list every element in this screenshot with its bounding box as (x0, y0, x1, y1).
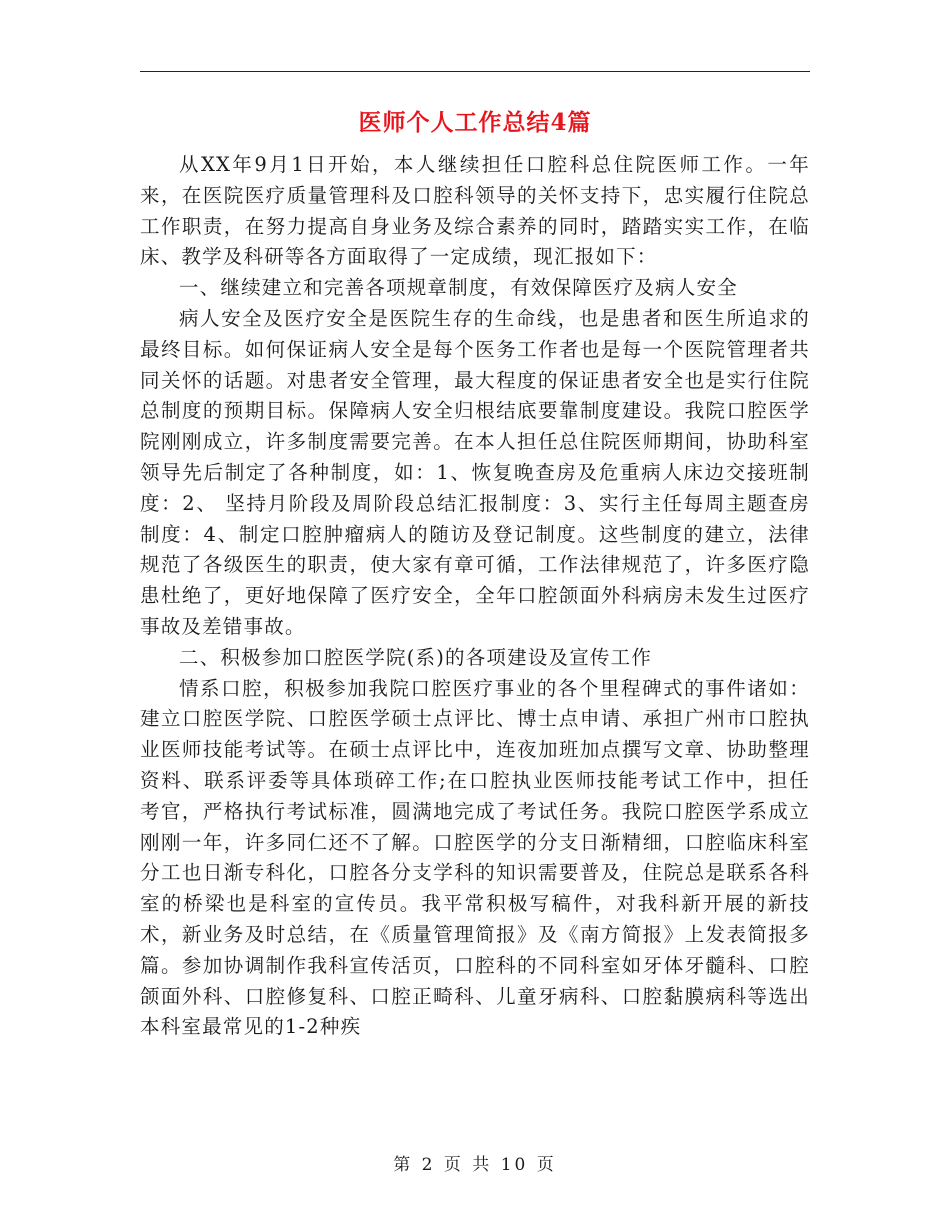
section-heading-2: 二、积极参加口腔医学院(系)的各项建设及宣传工作 (179, 645, 653, 669)
paragraph-intro: 从XX年9月1日开始，本人继续担任口腔科总住院医师工作。一年来，在医院医疗质量管理科及口腔科领导的关怀支持下，忠实履行住院总工作职责，在努力提高自身业务及综合素养的同时，踏踏实实工作，在临床、教学及科研等各方面取得了一定成绩，现汇报如下： (140, 153, 810, 269)
document-body (140, 150, 810, 1043)
header-rule (140, 71, 810, 72)
page-number: 第 2 页 共 10 页 (393, 1155, 557, 1175)
section-heading-1: 一、继续建立和完善各项规章制度，有效保障医疗及病人安全 (179, 276, 738, 300)
document-title: 医师个人工作总结4篇 (358, 109, 592, 136)
paragraph-safety: 病人安全及医疗安全是医院生存的生命线，也是患者和医生所追求的最终目标。如何保证病人安全是每个医务工作者也是每一个医院管理者共同关怀的话题。对患者安全管理，最大程度的保证患者安全也是实行住院总制度的预期目标。保障病人安全归根结底要靠制度建设。我院口腔医学院刚刚成立，许多制度需要完善。在本人担任总住院医师期间，协助科室领导先后制定了各种制度，如：1、恢复晚查房及危重病人床边交接班制度：2、 坚持月阶段及周阶段总结汇报制度：3、实行主任每周主题查房制度：4、制定口腔肿瘤病人的随访及登记制度。这些制度的建立，法律规范了各级医生的职责，使大家有章可循，工作法律规范了，许多医疗隐患杜绝了，更好地保障了医疗安全，全年口腔颌面外科病房未发生过医疗事故及差错事故。 (140, 306, 810, 638)
paragraph-promotion: 情系口腔，积极参加我院口腔医疗事业的各个里程碑式的事件诸如：建立口腔医学院、口腔医学硕士点评比、博士点申请、承担广州市口腔执业医师技能考试等。在硕士点评比中，连夜加班加点撰写文章、协助整理资料、联系评委等具体琐碎工作;在口腔执业医师技能考试工作中，担任考官，严格执行考试标准，圆满地完成了考试任务。我院口腔医学系成立刚刚一年，许多同仁还不了解。口腔医学的分支日渐精细，口腔临床科室分工也日渐专科化，口腔各分支学科的知识需要普及，住院总是联系各科室的桥梁也是科室的宣传员。我平常积极写稿件，对我科新开展的新技术，新业务及时总结，在《质量管理简报》及《南方简报》上发表简报多篇。参加协调制作我科宣传活页，口腔科的不同科室如牙体牙髓科、口腔颌面外科、口腔修复科、口腔正畸科、儿童牙病科、口腔黏膜病科等选出本科室最常见的1-2种疾 (140, 676, 810, 1039)
